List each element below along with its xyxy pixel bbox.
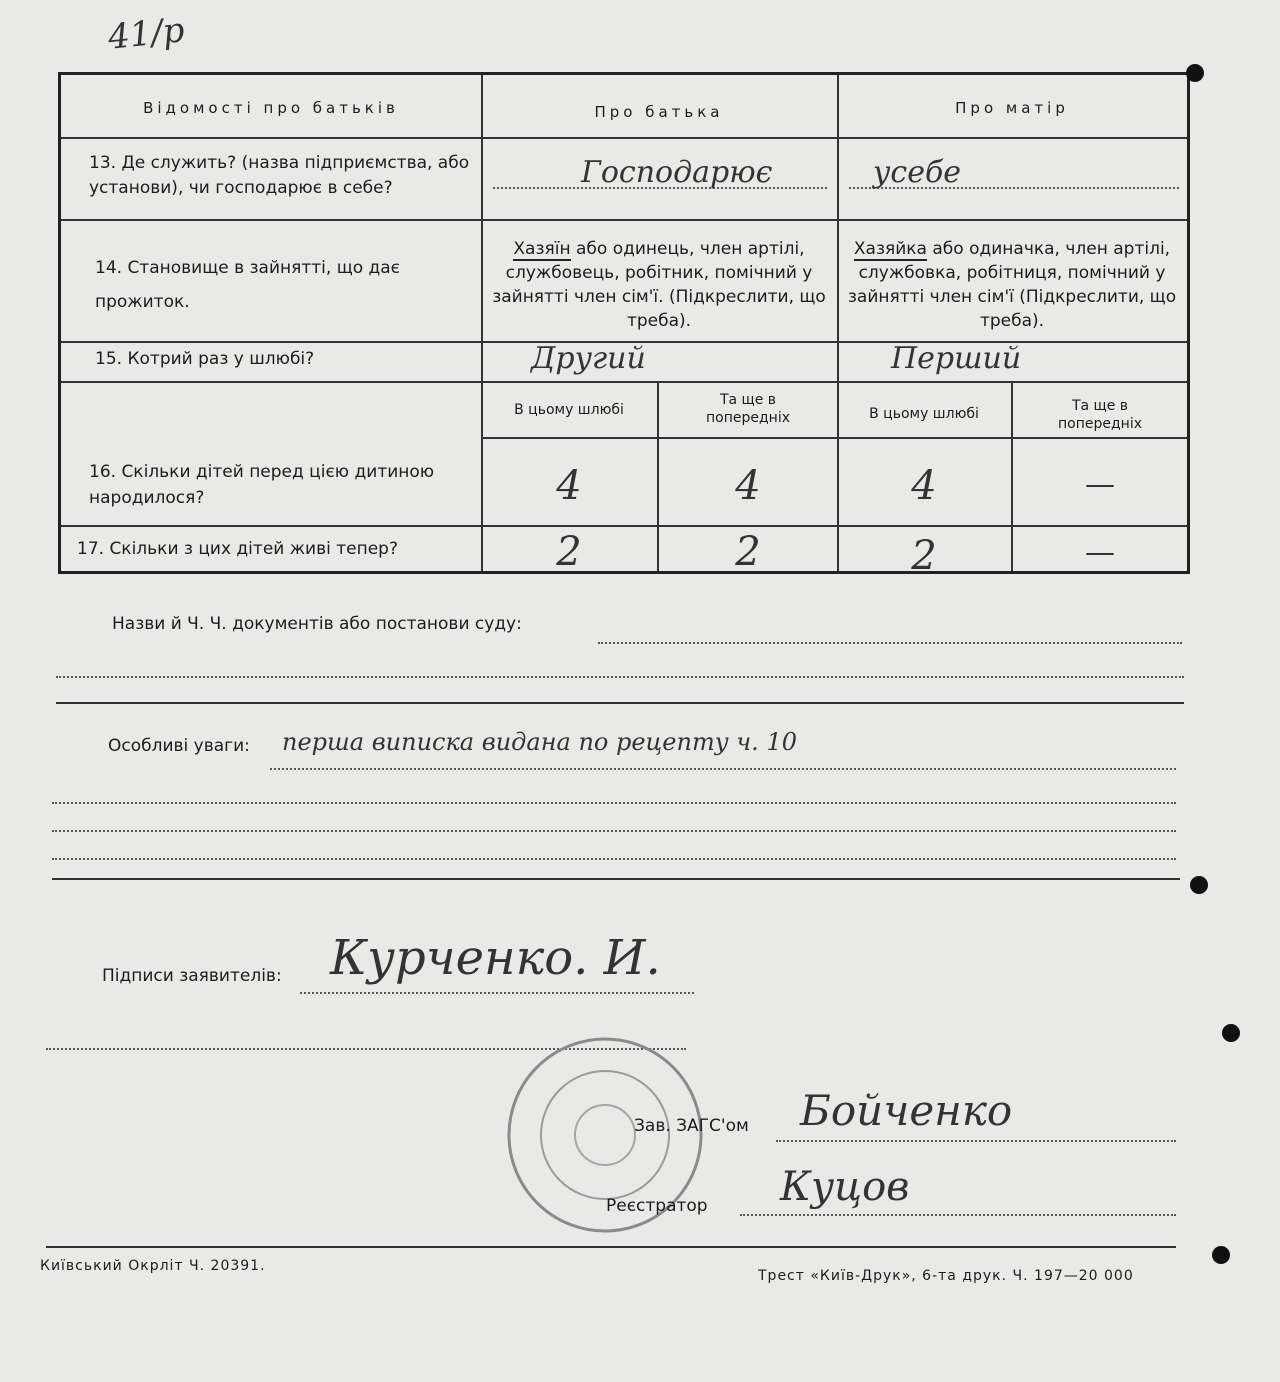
- footer-printer-right: Трест «Київ-Друк», 6-та друк. Ч. 197—20 000: [758, 1268, 1134, 1284]
- registrar-signature: Куцов: [780, 1164, 910, 1210]
- answer-14-mother: [847, 237, 1177, 333]
- row-divider: [61, 137, 1187, 139]
- answer-17-father-this: 2: [556, 529, 582, 575]
- remarks-line: [52, 858, 1176, 860]
- answer-17-father-previous: 2: [735, 529, 761, 575]
- answer-16-father-this: 4: [556, 463, 582, 509]
- answer-16-father-previous: 4: [735, 463, 761, 509]
- binding-hole: [1190, 876, 1208, 894]
- documents-line: [598, 642, 1182, 644]
- head-signature-line: [776, 1140, 1176, 1142]
- footer-printer-left: Київський Окрліт Ч. 20391.: [40, 1258, 266, 1274]
- header-father: Про батька: [594, 103, 724, 121]
- remarks-line: [52, 878, 1180, 880]
- applicant-signature: Курченко. И.: [330, 930, 661, 986]
- father-status-options: або одинець, член артілі, службовець, робітник, помічний у зайнятті член сім'ї. (Підкреслити, що треба).: [492, 239, 826, 331]
- question-16: 16. Скільки дітей перед цією дитиною народилося?: [89, 462, 435, 508]
- header-info: Відомості про батьків: [143, 99, 399, 117]
- question-15: 15. Котрий раз у шлюбі?: [95, 349, 315, 369]
- registrar-label: Реєстратор: [606, 1196, 708, 1216]
- parents-info-table: [58, 72, 1190, 579]
- documents-label: Назви й Ч. Ч. документів або постанови суду:: [112, 614, 522, 634]
- binding-hole: [1186, 64, 1204, 82]
- registrar-line: [740, 1214, 1176, 1216]
- answer-15-mother: Перший: [891, 341, 1022, 376]
- answer-14-father: [491, 237, 827, 333]
- question-14: 14. Становище в зайнятті, що дає прожиток.: [95, 258, 401, 312]
- question-17: 17. Скільки з цих дітей живі тепер?: [77, 539, 398, 559]
- mother-status-selected: Хазяйка: [853, 239, 927, 259]
- documents-line: [56, 702, 1184, 704]
- remarks-line: [270, 768, 1176, 770]
- answer-16-mother-previous: —: [1085, 467, 1115, 502]
- answer-17-mother-this: 2: [911, 533, 937, 579]
- binding-hole: [1222, 1024, 1240, 1042]
- answer-15-father: Другий: [531, 341, 646, 376]
- mother-status-options: або одиначка, член артілі, службовка, робітниця, помічний у зайнятті член сім'ї (Підкреслити, що треба).: [847, 239, 1177, 331]
- subheader-mother-previous: Та ще в попередніх: [1058, 398, 1142, 432]
- subheader-mother-this: В цьому шлюбі: [869, 406, 979, 422]
- answer-17-mother-previous: —: [1085, 535, 1115, 570]
- registry-head-signature: Бойченко: [800, 1086, 1013, 1135]
- row-divider: [61, 381, 1187, 383]
- remarks-line: [52, 830, 1176, 832]
- row-divider: [61, 219, 1187, 221]
- signatures-label: Підписи заявителів:: [102, 966, 282, 986]
- row-divider: [61, 525, 1187, 527]
- documents-line: [56, 676, 1184, 678]
- binding-hole: [1212, 1246, 1230, 1264]
- header-mother: Про матір: [955, 99, 1069, 117]
- remarks-line: [52, 802, 1176, 804]
- signature-line: [300, 992, 694, 994]
- question-13: 13. Де служить? (назва підприємства, або установи), чи господарює в себе?: [89, 153, 470, 198]
- answer-13-mother: усебе: [873, 155, 962, 190]
- row-divider: [481, 437, 1187, 439]
- answer-16-mother-this: 4: [911, 463, 937, 509]
- remarks-label: Особливі уваги:: [108, 736, 250, 756]
- remarks-value: перша виписка видана по рецепту ч. 10: [282, 728, 797, 756]
- subheader-father-previous: Та ще в попередніх: [706, 392, 790, 426]
- registry-head-label: Зав. ЗАГС'ом: [634, 1116, 749, 1136]
- subheader-father-this: В цьому шлюбі: [514, 402, 624, 418]
- footer-divider: [46, 1246, 1176, 1248]
- father-status-selected: Хазяїн: [513, 239, 571, 259]
- answer-13-father: Господарює: [581, 155, 773, 190]
- corner-note: 41/p: [106, 10, 187, 58]
